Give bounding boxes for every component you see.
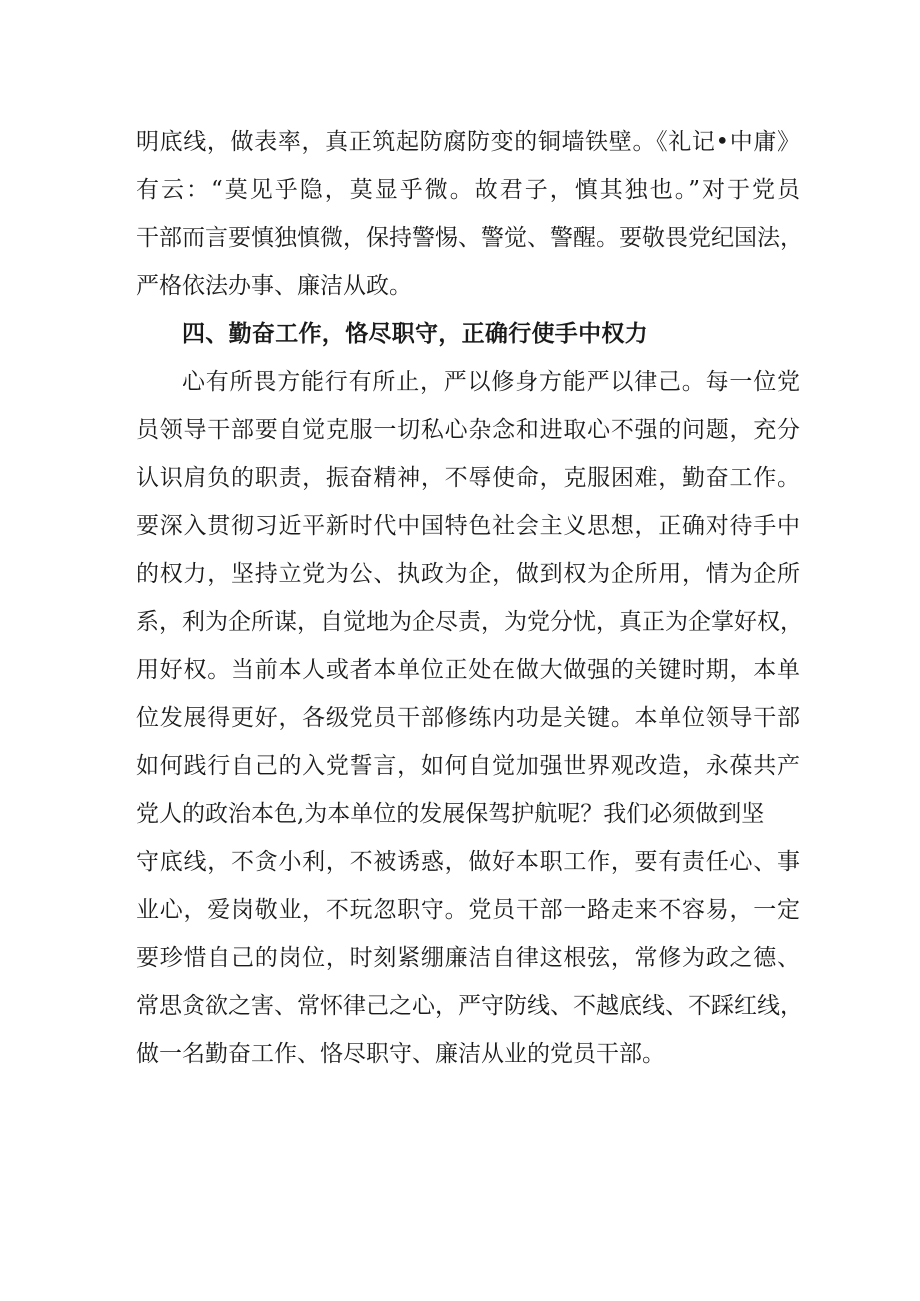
document-body: [136, 118, 803, 1078]
text-line: 认识肩负的职责，振奋精神，不辱使命，克服困难，勤奋工作。: [136, 465, 800, 491]
text-line: 干部而言要慎独慎微，保持警惕、警觉、警醒。要敬畏党纪国法，: [136, 225, 803, 251]
text-line: 业心，爱岗敬业，不玩忽职守。党员干部一路走来不容易，一定: [136, 897, 800, 923]
text-line: 系，利为企所谋，自觉地为企尽责，为党分忧，真正为企掌好权，: [136, 609, 803, 635]
text-line: 的权力，坚持立党为公、执政为企，做到权为企所用，情为企所: [136, 561, 800, 587]
text-line: 要珍惜自己的岗位，时刻紧绷廉洁自律这根弦，常修为政之德、: [136, 945, 800, 971]
text-line: 党人的政治本色,为本单位的发展保驾护航呢？我们必须做到坚: [136, 801, 765, 827]
text-line: 用好权。当前本人或者本单位正处在做大做强的关键时期，本单: [136, 657, 800, 683]
section-heading: 四、勤奋工作，恪尽职守，正确行使手中权力: [182, 321, 648, 347]
text-line: 如何践行自己的入党誓言，如何自觉加强世界观改造，永葆共产: [136, 753, 800, 779]
text-line: 做一名勤奋工作、恪尽职守、廉洁从业的党员干部。: [136, 1041, 665, 1067]
text-line: 有云：“莫见乎隐，莫显乎微。故君子，慎其独也。”对于党员: [136, 177, 800, 203]
paragraph-continuation: [136, 118, 803, 310]
text-line: 明底线，做表率，真正筑起防腐防变的铜墙铁壁。《礼记•中庸》: [136, 129, 800, 155]
text-line: 守底线，不贪小利，不被诱惑，做好本职工作，要有责任心、事: [136, 849, 800, 875]
text-line: 要深入贯彻习近平新时代中国特色社会主义思想，正确对待手中: [136, 513, 800, 539]
paragraph-body: [136, 358, 803, 1078]
text-line: 位发展得更好，各级党员干部修练内功是关键。本单位领导干部: [136, 705, 800, 731]
text-line: 员领导干部要自觉克服一切私心杂念和进取心不强的问题，充分: [136, 417, 800, 443]
text-line: 严格依法办事、廉洁从政。: [136, 273, 412, 299]
text-line: 心有所畏方能行有所止，严以修身方能严以律己。每一位党: [182, 369, 800, 395]
text-line: 常思贪欲之害、常怀律己之心，严守防线、不越底线、不踩红线，: [136, 993, 803, 1019]
